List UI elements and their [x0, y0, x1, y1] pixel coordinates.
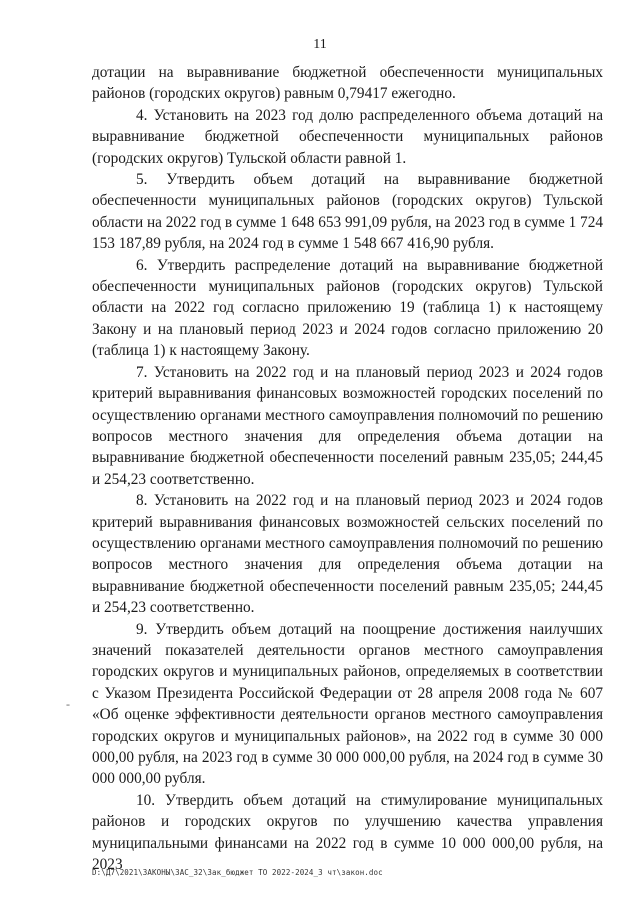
paragraph-item-4: 4. Установить на 2023 год долю распределенного объема дотаций на выравнивание бюджетной обеспеченности муниципальных районов (городских округов) Тульской области равной 1. — [92, 106, 603, 167]
paragraph-item-10: 10. Утвердить объем дотаций на стимулирование муниципальных районов и городских округов по улучшению качества управления муниципальными финансами на 2022 год в сумме 10 000 000,00 рубля, на 2023 — [92, 791, 603, 874]
paragraph-item-7: 7. Установить на 2022 год и на плановый период 2023 и 2024 годов критерий выравнивания финансовых возможностей городских поселений по осуществлению органами местного самоуправления полномочий по решению вопросов местного значения для определения объема дотации на выравнивание бюджетной обеспеченности поселений равным 235,05; 244,45 и 254,23 соответственно. — [92, 363, 603, 488]
paragraph-item-6: 6. Утвердить распределение дотаций на выравнивание бюджетной обеспеченности муниципальных районов (городских округов) Тульской области на 2022 год согласно приложению 19 (таблица 1) к настоящему Закону и на плановый период 2023 и 2024 годов согласно приложению 20 (таблица 1) к настоящему Закону. — [92, 256, 603, 360]
margin-mark: - — [66, 697, 70, 711]
paragraph-item-5: 5. Утвердить объем дотаций на выравнивание бюджетной обеспеченности муниципальных районов (городских округов) Тульской области на 2022 год в сумме 1 648 653 991,09 рубля, на 2023 год в сумме 1 724 153 187,89 рубля, на 2024 год в сумме 1 548 667 416,90 рубля. — [92, 171, 603, 253]
footer-file-path: D:\Д7\2021\ЗАКОНЫ\ЗАС_32\Зак_бюджет ТО 2022-2024_3 чт\закон.doc — [92, 868, 383, 877]
paragraph-item-9: 9. Утвердить объем дотаций на поощрение достижения наилучших значений показателей деятельности органов местного самоуправления городских округов и муниципальных районов, определяемых в соответствии с Указом Президента Российской Федерации от 28 апреля 2008 года № 607 «Об оценке эффективности деятельности органов местного самоуправления городских округов и муниципальных районов», на 2022 год в сумме 30 000 000,00 рубля, на 2023 год в сумме 30 000 000,00 рубля, на 2024 год в сумме 30 000 000,00 рубля. — [92, 620, 603, 788]
page-number: 11 — [313, 37, 327, 52]
paragraph-continuation: дотации на выравнивание бюджетной обеспеченности муниципальных районов (городских округов) равным 0,79417 ежегодно. — [92, 64, 603, 103]
paragraph-item-8: 8. Установить на 2022 год и на плановый период 2023 и 2024 годов критерий выравнивания финансовых возможностей сельских поселений по осуществлению органами местного самоуправления полномочий по решению вопросов местного значения для определения объема дотации на выравнивание бюджетной обеспеченности поселений равным 235,05; 244,45 и 254,23 соответственно. — [92, 492, 603, 617]
document-body — [92, 62, 603, 875]
